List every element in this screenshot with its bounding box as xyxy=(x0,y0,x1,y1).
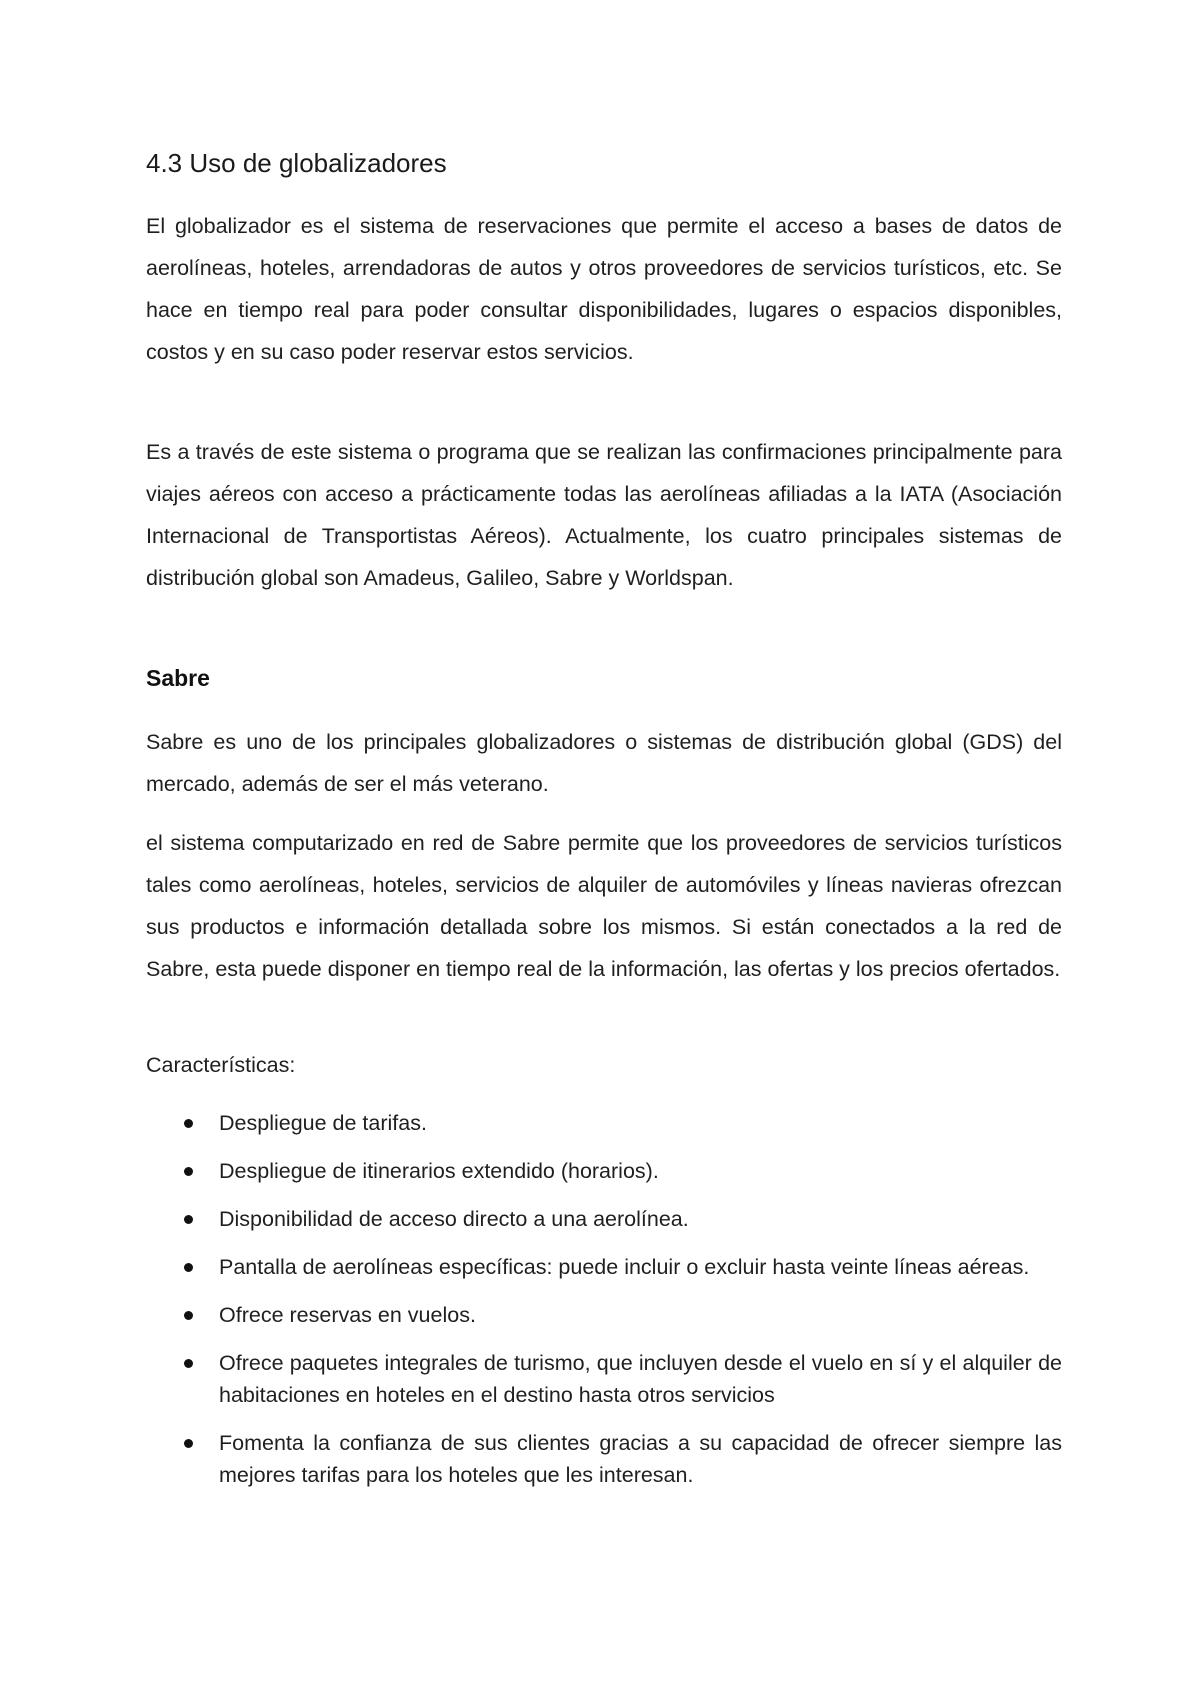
list-item-text: Ofrece reservas en vuelos. xyxy=(219,1303,476,1327)
bullet-icon xyxy=(184,1167,193,1176)
list-item xyxy=(146,1299,1062,1331)
list-item-text: Fomenta la confianza de sus clientes gracias a su capacidad de ofrecer siempre las mejores tarifas para los hoteles que les interesan. xyxy=(219,1431,1062,1487)
features-list xyxy=(146,1107,1062,1507)
bullet-icon xyxy=(184,1439,193,1448)
intro-paragraph: El globalizador es el sistema de reservaciones que permite el acceso a bases de datos de aerolíneas, hoteles, arrendadoras de autos y otros proveedores de servicios turísticos, etc. Se hace en tiempo real para poder consultar disponibilidades, lugares o espacios disponibles, costos y en su caso poder reservar estos servicios. xyxy=(146,214,1062,364)
list-item xyxy=(146,1107,1062,1139)
list-item xyxy=(146,1347,1062,1411)
list-item-text: Pantalla de aerolíneas específicas: puede incluir o excluir hasta veinte líneas aéreas. xyxy=(219,1255,1030,1279)
list-item xyxy=(146,1203,1062,1235)
bullet-icon xyxy=(184,1119,193,1128)
list-item-text: Ofrece paquetes integrales de turismo, que incluyen desde el vuelo en sí y el alquiler de habitaciones en hoteles en el destino hasta otros servicios xyxy=(219,1351,1062,1407)
confirmations-paragraph: Es a través de este sistema o programa que se realizan las confirmaciones principalmente para viajes aéreos con acceso a prácticamente todas las aerolíneas afiliadas a la IATA (Asociación Internacional de Transportistas Aéreos). Actualmente, los cuatro principales sistemas de distribución global son Amadeus, Galileo, Sabre y Worldspan. xyxy=(146,440,1062,590)
bullet-icon xyxy=(184,1311,193,1320)
list-item xyxy=(146,1251,1062,1283)
bullet-icon xyxy=(184,1263,193,1272)
sabre-heading: Sabre xyxy=(146,665,210,691)
list-item xyxy=(146,1427,1062,1491)
list-item-text: Disponibilidad de acceso directo a una aerolínea. xyxy=(219,1207,689,1231)
list-item-text: Despliegue de itinerarios extendido (horarios). xyxy=(219,1159,659,1183)
bullet-icon xyxy=(184,1359,193,1368)
sabre-intro-paragraph: Sabre es uno de los principales globalizadores o sistemas de distribución global (GDS) del mercado, además de ser el más veterano. xyxy=(146,730,1062,796)
list-item-text: Despliegue de tarifas. xyxy=(219,1111,427,1135)
list-item xyxy=(146,1155,1062,1187)
sabre-network-paragraph: el sistema computarizado en red de Sabre permite que los proveedores de servicios turísticos tales como aerolíneas, hoteles, servicios de alquiler de automóviles y líneas navieras ofrezcan sus productos e información detallada sobre los mismos. Si están conectados a la red de Sabre, esta puede disponer en tiempo real de la información, las ofertas y los precios ofertados. xyxy=(146,831,1062,981)
section-heading: 4.3 Uso de globalizadores xyxy=(146,148,447,178)
features-label: Características: xyxy=(146,1053,296,1077)
bullet-icon xyxy=(184,1215,193,1224)
